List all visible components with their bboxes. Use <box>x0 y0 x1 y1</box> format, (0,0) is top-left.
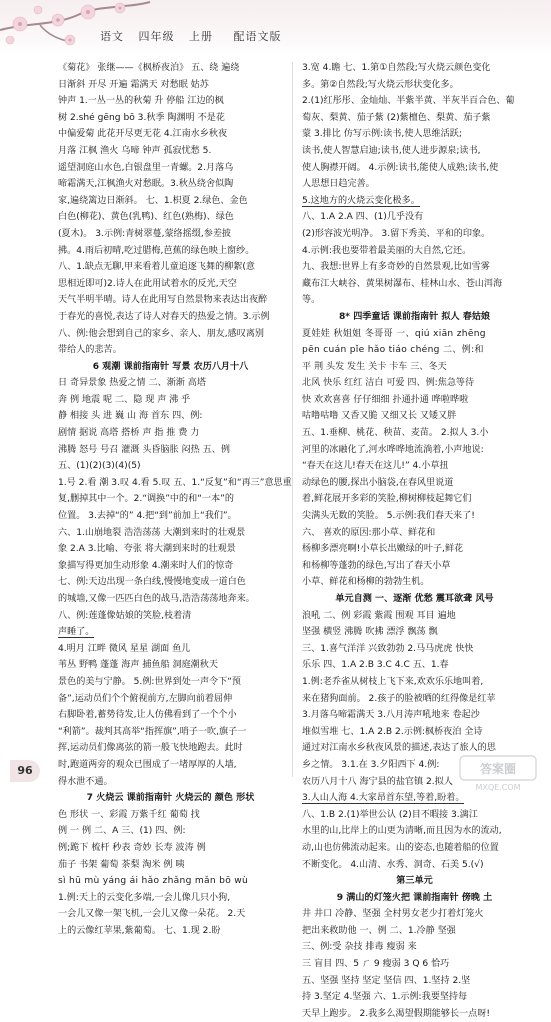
left-answer-line: 1.号 2.看 潮 3.叹 4.看 5.叹 五、1.“反复”和“再三”意思重 <box>58 477 292 488</box>
left-answer-line: 7 火烧云 课前指南针 火烧云的 颜色 形状 <box>86 793 255 804</box>
left-answer-line: “利箭”。裁判其高举“指挥旗”,哨子一吹,旗子一 <box>58 726 247 737</box>
left-answer-line: 例 一 例 二、A 三、(1) 四、例: <box>58 826 186 837</box>
right-answer-line: 3.宽 4.瞻 七、1.第①自然段;写火烧云颜色变化 <box>302 63 491 73</box>
right-answer-line: 水里的山,比岸上的山更为清晰,而且因为水的流动, <box>302 826 502 837</box>
right-answer-line: 杨柳多漂亮啊!小草长出嫩绿的叶子,鲜花 <box>302 544 464 555</box>
watermark-logo <box>458 752 538 794</box>
right-answer-line: 尖满头无数的笑脸。 5.示例:我们春天来了! <box>302 511 475 522</box>
left-answer-line: 象 2.A 3.比喻、夸张 将大潮到来时的壮观景 <box>58 544 236 555</box>
right-answer-line: 乡之情。 3.1.在 3.夕阳西下 4.例: <box>302 759 440 770</box>
page-number: 96 <box>10 760 40 782</box>
left-answer-line: 啼霜满天,江枫渔火对愁眠。3.秋丛绕舍似陶 <box>58 179 234 190</box>
right-answer-line: 单元自测 一、逐渐 优愁 震耳欲聋 风号 <box>335 594 494 604</box>
right-answer-line: 第三单元 <box>396 876 433 887</box>
right-answer-line: 等。 <box>302 295 321 306</box>
right-answer-line: “春天在这儿!春天在这儿!” 4.小草扭 <box>302 461 449 472</box>
right-answer-line: 使人胸襟开阔。 4.示例:读书,能使人成熟;读书,使 <box>302 162 499 173</box>
right-answer-line: 1.例:老乔雀从树枝上飞下来,欢欢乐乐地叫着, <box>302 676 484 687</box>
left-answer-line: 月落 江枫 渔火 乌啼 钟声 孤寂忧愁 5. <box>58 145 212 156</box>
right-answer-line: 咕噜咕噜 又香又脆 又细又长 又矮又胖 <box>302 411 457 422</box>
right-answer-line: 3.月落乌啼霜满天 3.八月涛声吼地来 卷起沙 <box>302 710 480 721</box>
right-answer-line: 把出来救助他 一、例 二、1.冷静 坚强 <box>302 925 456 936</box>
right-answer-line: 井 井口 冷静、坚强 全村男女老少打着灯笼火 <box>302 909 484 920</box>
right-answer-line: 北风 快乐 红红 洁白 可爱 四、例:焦急等待 <box>302 378 475 389</box>
left-answer-line: 遥望洞庭山水色,白银盘里一青螺。2.月落乌 <box>58 162 234 173</box>
answer-column-left <box>58 60 292 939</box>
left-answer-line: 家,遍绕篱边日渐斜。 七、1.枳夏 2.绿色、金色 <box>58 195 248 206</box>
right-answer-line: 9 满山的灯笼火把 课前指南针 傍晚 土 <box>336 892 493 903</box>
right-answer-line: (2)形容波光明净。 3.留下秀美、平和的印象。 <box>302 228 491 239</box>
right-answer-line: 来在猪狗面前。 2.孩子的脸被晒的红得像是红苹 <box>302 693 496 704</box>
left-answer-line: 景色的美与宁静。 5.例:世界到处一声令下“预 <box>58 676 242 687</box>
left-answer-line: 六、1.山崩地裂 浩浩荡荡 大潮到来时的壮观景 <box>58 527 246 538</box>
right-answer-line: 动绿色的腰,探出小脑袋,在春风里说道 <box>302 477 454 488</box>
left-answer-line: 4.明月 江畔 微风 星星 湖面 鱼儿 <box>58 643 191 654</box>
svg-text:答案圈: 答案圈 <box>479 762 517 776</box>
left-answer-line: 位置。 3.去掉“的” 4.把“到”前加上“我们”。 <box>58 511 237 522</box>
grade-label: 四年级 <box>138 30 175 43</box>
left-answer-line: 例;跪下 梳杆 秒表 奇妙 长寿 波涛 例 <box>58 842 206 853</box>
left-answer-line: 1.例:天上的云变化多端,一会儿像几只小狗, <box>58 892 231 903</box>
left-answer-line: 时,跑道两旁的观众已围成了一堵厚厚的人墙, <box>58 759 237 770</box>
right-answer-line: 动,山也仿佛流动起来。山的姿态,也随着船的位置 <box>302 842 499 853</box>
left-answer-line: 拂。4.雨后初晴,吃过腊梅,芭蕉的绿色映上窗纱。 <box>58 245 255 256</box>
edition-label: 配语文版 <box>233 30 282 43</box>
right-answer-line <box>302 193 527 210</box>
right-answer-line: 三、1.喜气洋洋 兴致勃勃 2.马马虎虎 快快 <box>302 643 474 654</box>
right-answer-line: 多。第②自然段;写火烧云形状变化多。 <box>302 79 459 90</box>
right-answer-line: 浪吼 二、例 彩霞 紫霞 围观 耳目 遍地 <box>302 610 456 621</box>
left-answer-line: 《菊花》 张继——《枫桥夜泊》 五、绕 遍绕 <box>58 63 240 73</box>
left-answer-line: 6 观潮 课前指南针 写景 农历八月十八 <box>92 361 249 372</box>
right-answer-line: 8* 四季童话 课前指南针 拟人 春姑娘 <box>338 311 491 322</box>
left-answer-line <box>58 624 283 641</box>
left-answer-line: 右脚卧着,蓄势待发,让人仿佛看到了一个个小 <box>58 710 237 721</box>
answer-column-right <box>302 60 527 1022</box>
left-answer-line: 沸腾 怒号 号召 灌溉 头昏脑胀 闷热 五、例 <box>58 444 230 455</box>
left-answer-line: 八、例:莲蓬像姑娘的笑脸,枝着清 <box>58 610 192 621</box>
right-answer-line: 快 欢欢喜喜 仔仔细细 扑通扑通 哗啦哗啦 <box>302 394 469 405</box>
right-answer-line: pēn cuán pǐe hǎo tiáo chéng 二、例:和 <box>302 345 484 356</box>
left-answer-line: 静 相接 头 进 巍 山 海 首东 四、例: <box>58 411 203 422</box>
underlined-answer: 声睡了。 <box>58 627 95 638</box>
right-answer-line: 4.示例:我也要带着最美丽的大自然,它还。 <box>302 245 472 256</box>
right-answer-line: 天早上跑步。 2.我多么渴望假期能够长一点呀! <box>302 1008 490 1019</box>
left-answer-line: 带给人的悲苦。 <box>58 345 122 356</box>
left-answer-line: 天气半明半晴。诗人在此用写自然景物来表达出夜醉 <box>58 295 268 306</box>
left-answer-line: 备”,运动员们个个俯视前方,左脚向前着屈伸 <box>58 693 233 704</box>
left-answer-line: 中偏爱菊 此花开尽更无花 4.江南水乡秋夜 <box>58 129 228 140</box>
right-answer-line: 五、坚强 坚持 坚定 坚信 四、1.坚持 2.坚 <box>302 975 471 986</box>
left-answer-line: 苇丛 野鸭 蓬蓬 海声 捕鱼船 洞庭潮秋天 <box>58 660 218 671</box>
right-answer-line: 九、我想:世界上有多奇妙的自然景观,比如雪雾 <box>302 262 490 273</box>
header-title <box>100 28 292 44</box>
right-answer-line: 和杨柳等蓬勃的绿色,写出了春天小草 <box>302 560 451 571</box>
left-answer-line: 七、例:天边出现一条白线,慢慢地变成一道白色 <box>58 577 246 588</box>
right-answer-line: 六、 喜欢的原因:那小草、鲜花和 <box>302 527 436 538</box>
underlined-answer: 5.这地方的火烧云变化极多。 <box>302 195 420 206</box>
left-answer-line: 一会儿又像一架飞机,一会儿又像一朵花。 2.天 <box>58 909 246 920</box>
svg-text:MXQE.COM: MXQE.COM <box>475 783 521 792</box>
right-answer-line: 八、1.A 2.A 四、(1)几乎没有 <box>302 212 424 223</box>
left-answer-line: 剧情 据说 高塔 搭桥 声 指 推 费 力 <box>58 428 200 439</box>
left-answer-line: 钟声 1.一丛一丛的秋菊 升 停船 江边的枫 <box>58 96 224 107</box>
right-answer-line: 八、1.B 2.(1)举世公认 (2)目不暇接 3.漓江 <box>302 809 478 820</box>
right-answer-line: 萄灰、梨黄、茄子紫 (2)紫檀色、梨黄、茄子紫 <box>302 112 491 123</box>
left-answer-line: 挥,运动员们像离弦的箭一般飞快地跑去。此时 <box>58 743 243 754</box>
left-answer-line: 奔 例 地震 呢 二、隐 现 声 沸 乎 <box>58 394 191 405</box>
left-answer-line: 日渐斜 开尽 开遍 霜满天 对愁眠 姑苏 <box>58 79 209 90</box>
left-answer-line: sì hū mù yáng ái hǎo zhǎng mǎn bō wù <box>58 876 249 887</box>
left-answer-line: 茄子 书架 葡萄 茶梨 淘米 例 咦 <box>58 859 185 870</box>
left-answer-line: 得水泄不通。 <box>58 776 113 787</box>
subject-label: 语文 <box>100 30 124 43</box>
left-answer-line: 八、1.缺点无聊,甲来看着儿童追逐飞舞的柳絮(意 <box>58 262 255 273</box>
right-answer-line: 藏布江大峡谷、黄果树瀑布、桂林山水、苍山洱海 <box>302 278 503 289</box>
right-answer-line: 坚强 横竖 沸腾 吹拂 漂浮 飘荡 飘 <box>302 627 438 638</box>
left-answer-line: 日 奇异景象 热爱之情 二、渐渐 高塔 <box>58 378 206 389</box>
left-answer-line: 白色(柳花)、黄色(乳鸭)、红色(熟梅)、绿色 <box>58 212 234 223</box>
left-answer-line: (夏木)。 3.示例:青树翠蔓,蒙络摇缀,参差披 <box>58 228 232 239</box>
left-answer-line: 八、例:他会想到自己的家乡、亲人、朋友,感叹离别 <box>58 328 265 339</box>
left-answer-line: 象描写得更加生动形象 4.潮来时人们的惊奇 <box>58 560 234 571</box>
left-answer-line: 思相近即可)2.诗人在此用试着水的反光,天空 <box>58 278 237 289</box>
left-answer-line: 树 2.shé gēng bō 3.秋季 陶渊明 不是花 <box>58 112 225 123</box>
right-answer-line: 堆似雪堆 七、1.A 2.B 2.示例:枫桥夜泊 全诗 <box>302 726 483 737</box>
underlined-answer: 3.人山人海 4.大家昂首东望,等着,盼着。 <box>302 793 465 804</box>
right-answer-line: 五、1.垂柳、桃花、秧苗、麦苗。 2.拟人 3.小 <box>302 428 489 439</box>
right-answer-line: 河里的冰融化了,河水哗哗地流淌着,小声地说: <box>302 444 484 455</box>
right-answer-line: 着,鲜花展开多彩的笑脸,柳树柳枝起舞它们 <box>302 494 472 505</box>
left-answer-line: 五、(1)(2)(3)(4)(5) <box>58 461 141 472</box>
left-answer-line: 复,删掉其中一个。2.“调换”中的和“一本”的 <box>58 494 234 505</box>
right-answer-line: 农历八月十八 海宁县的盐官镇 2.拟人 <box>302 776 453 787</box>
right-answer-line: 2.(1)红彤彤、金灿灿、半紫半黄、半灰半百合色、葡 <box>302 96 515 107</box>
left-answer-line: 色 形状 一、彩霞 万紫千红 葡萄 找 <box>58 809 200 820</box>
right-answer-line: 不断变化。 4.山清、水秀、洞奇、石美 5.(√) <box>302 859 484 870</box>
left-answer-line: 于春光的喜悦,表达了诗人对春天的热爱之情。3.示例 <box>58 311 270 322</box>
right-answer-line: 平 荆 头发 发生 关卡 卡车 三、冬天 <box>302 361 447 372</box>
term-label: 上册 <box>189 30 213 43</box>
right-answer-line: 夏娃娃 秋姐姐 冬哥哥 一、qiú xiān zhēng <box>302 328 486 339</box>
right-answer-line: 小草、鲜花和杨柳的勃勃生机。 <box>302 577 430 588</box>
right-answer-line: 持 3.坚定 4.坚强 六、1.示例:我要坚持每 <box>302 992 468 1003</box>
left-answer-line: 的城墙,又像一匹匹白色的战马,浩浩荡荡地奔来。 <box>58 594 255 604</box>
right-answer-line: 蒙 3.排比 仿写示例:读书,使人思维活跃; <box>302 129 462 140</box>
right-answer-line: 乐乐 四、1.A 2.B 3.C 4.C 五、1.春 <box>302 660 449 671</box>
right-answer-line: 通过对江南水乡秋夜风景的描述,表达了旅人的思 <box>302 743 496 754</box>
right-answer-line: 三、例:受 杂技 排毒 瘦弱 来 <box>302 942 417 953</box>
right-answer-line: 三 盲目 四、5 ㄏ 9 瘦弱 3 Q 6 恰巧 <box>302 959 450 970</box>
column-divider <box>292 62 293 777</box>
left-answer-line: 上的云像红苹果,紫葡萄。 七、1.现 2.盼 <box>58 925 221 936</box>
right-answer-line: 读书,使人智慧启迪;读书,使人进步源泉;读书, <box>302 145 481 156</box>
right-answer-line: 人思想日趋完善。 <box>302 179 375 190</box>
page-header <box>0 0 551 58</box>
